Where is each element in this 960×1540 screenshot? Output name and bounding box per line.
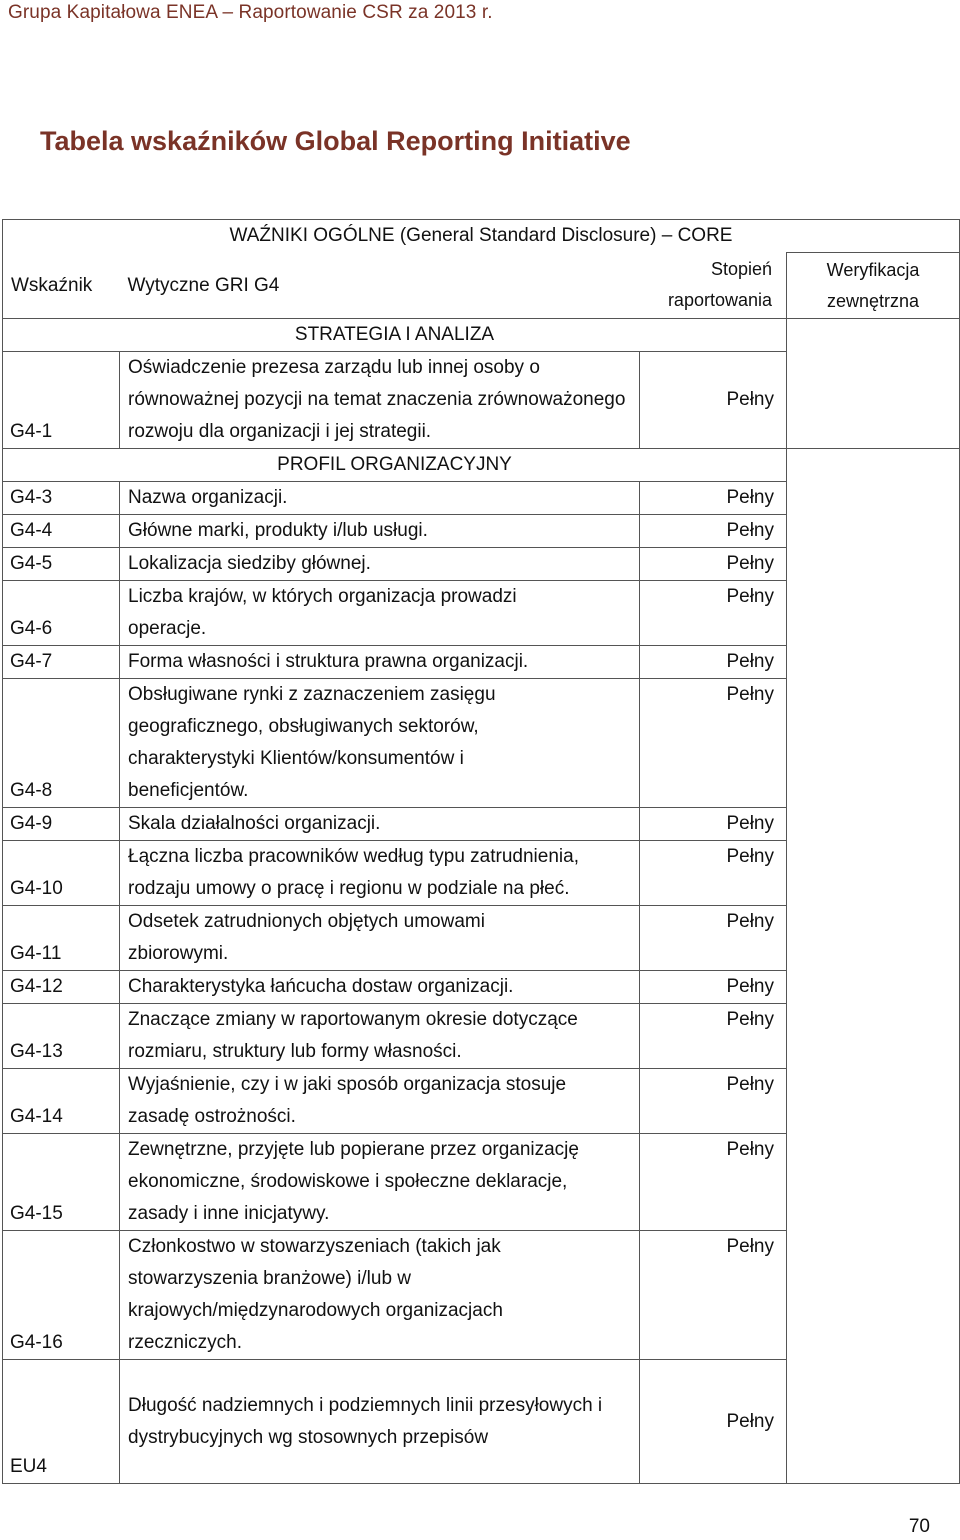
indicator-description: Skala działalności organizacji. bbox=[120, 808, 640, 841]
col-header-guideline: Wytyczne GRI G4 bbox=[120, 253, 640, 319]
reporting-level: Pełny bbox=[640, 482, 787, 515]
reporting-level: Pełny bbox=[640, 679, 787, 808]
running-header: Grupa Kapitałowa ENEA – Raportowanie CSR za 2013 r. bbox=[8, 2, 493, 23]
indicator-description: Lokalizacja siedziby głównej. bbox=[120, 548, 640, 581]
reporting-level: Pełny bbox=[640, 808, 787, 841]
table-top-heading-row bbox=[3, 220, 960, 253]
reporting-level: Pełny bbox=[640, 352, 787, 449]
indicator-description: Znaczące zmiany w raportowanym okresie dotyczące rozmiaru, struktury lub formy własności. bbox=[120, 1004, 640, 1069]
reporting-level: Pełny bbox=[640, 581, 787, 646]
indicator-code: G4-10 bbox=[3, 841, 120, 906]
indicator-code: G4-8 bbox=[3, 679, 120, 808]
indicator-code: G4-13 bbox=[3, 1004, 120, 1069]
indicator-code: G4-15 bbox=[3, 1134, 120, 1231]
indicator-code: G4-12 bbox=[3, 971, 120, 1004]
col-header-level: Stopień raportowania bbox=[640, 253, 787, 319]
reporting-level: Pełny bbox=[640, 548, 787, 581]
reporting-level: Pełny bbox=[640, 1134, 787, 1231]
indicator-description: Członkostwo w stowarzyszeniach (takich jak stowarzyszenia branżowe) i/lub w krajowych/międzynarodowych organizacjach rzeczniczych. bbox=[120, 1231, 640, 1360]
indicator-description: Oświadczenie prezesa zarządu lub innej osoby o równoważnej pozycji na temat znaczenia zrównoważonego rozwoju dla organizacji i jej strategii. bbox=[120, 352, 640, 449]
indicator-code: G4-16 bbox=[3, 1231, 120, 1360]
section-row bbox=[3, 449, 960, 482]
section-row bbox=[3, 319, 960, 352]
indicator-description: Odsetek zatrudnionych objętych umowami zbiorowymi. bbox=[120, 906, 640, 971]
page-title: Tabela wskaźników Global Reporting Initiative bbox=[40, 126, 631, 156]
indicator-description: Długość nadziemnych i podziemnych linii przesyłowych i dystrybucyjnych wg stosownych przepisów bbox=[120, 1360, 640, 1484]
reporting-level: Pełny bbox=[640, 971, 787, 1004]
reporting-level: Pełny bbox=[640, 1231, 787, 1360]
reporting-level: Pełny bbox=[640, 515, 787, 548]
indicator-code: EU4 bbox=[3, 1360, 120, 1484]
reporting-level: Pełny bbox=[640, 646, 787, 679]
reporting-level: Pełny bbox=[640, 1004, 787, 1069]
indicator-description: Obsługiwane rynki z zaznaczeniem zasięgu geograficznego, obsługiwanych sektorów, charakterystyki Klientów/konsumentów i beneficjentów. bbox=[120, 679, 640, 808]
indicator-description: Forma własności i struktura prawna organizacji. bbox=[120, 646, 640, 679]
indicator-description: Zewnętrzne, przyjęte lub popierane przez organizację ekonomiczne, środowiskowe i społeczne deklaracje, zasady i inne inicjatywy. bbox=[120, 1134, 640, 1231]
section-heading: PROFIL ORGANIZACYJNY bbox=[3, 449, 787, 482]
indicator-code: G4-4 bbox=[3, 515, 120, 548]
indicator-code: G4-3 bbox=[3, 482, 120, 515]
indicator-code: G4-11 bbox=[3, 906, 120, 971]
indicator-code: G4-9 bbox=[3, 808, 120, 841]
reporting-level: Pełny bbox=[640, 1069, 787, 1134]
col-header-verification: Weryfikacja zewnętrzna bbox=[787, 253, 960, 319]
reporting-level: Pełny bbox=[640, 906, 787, 971]
reporting-level: Pełny bbox=[640, 1360, 787, 1484]
verification-cell bbox=[787, 449, 960, 1484]
indicator-description: Nazwa organizacji. bbox=[120, 482, 640, 515]
section-heading: STRATEGIA I ANALIZA bbox=[3, 319, 787, 352]
indicator-description: Główne marki, produkty i/lub usługi. bbox=[120, 515, 640, 548]
reporting-level: Pełny bbox=[640, 841, 787, 906]
indicator-description: Wyjaśnienie, czy i w jaki sposób organizacja stosuje zasadę ostrożności. bbox=[120, 1069, 640, 1134]
table-top-heading: WAŹNIKI OGÓLNE (General Standard Disclosure) – CORE bbox=[3, 220, 960, 253]
col-header-indicator: Wskaźnik bbox=[3, 253, 120, 319]
page-number: 70 bbox=[908, 1516, 930, 1537]
indicator-description: Liczba krajów, w których organizacja prowadzi operacje. bbox=[120, 581, 640, 646]
column-header-row bbox=[3, 253, 960, 319]
verification-cell bbox=[787, 319, 960, 449]
indicator-description: Łączna liczba pracowników według typu zatrudnienia, rodzaju umowy o pracę i regionu w podziale na płeć. bbox=[120, 841, 640, 906]
indicator-code: G4-7 bbox=[3, 646, 120, 679]
gri-indicator-table bbox=[2, 219, 960, 1484]
indicator-code: G4-14 bbox=[3, 1069, 120, 1134]
indicator-code: G4-5 bbox=[3, 548, 120, 581]
indicator-code: G4-6 bbox=[3, 581, 120, 646]
indicator-code: G4-1 bbox=[3, 352, 120, 449]
indicator-description: Charakterystyka łańcucha dostaw organizacji. bbox=[120, 971, 640, 1004]
